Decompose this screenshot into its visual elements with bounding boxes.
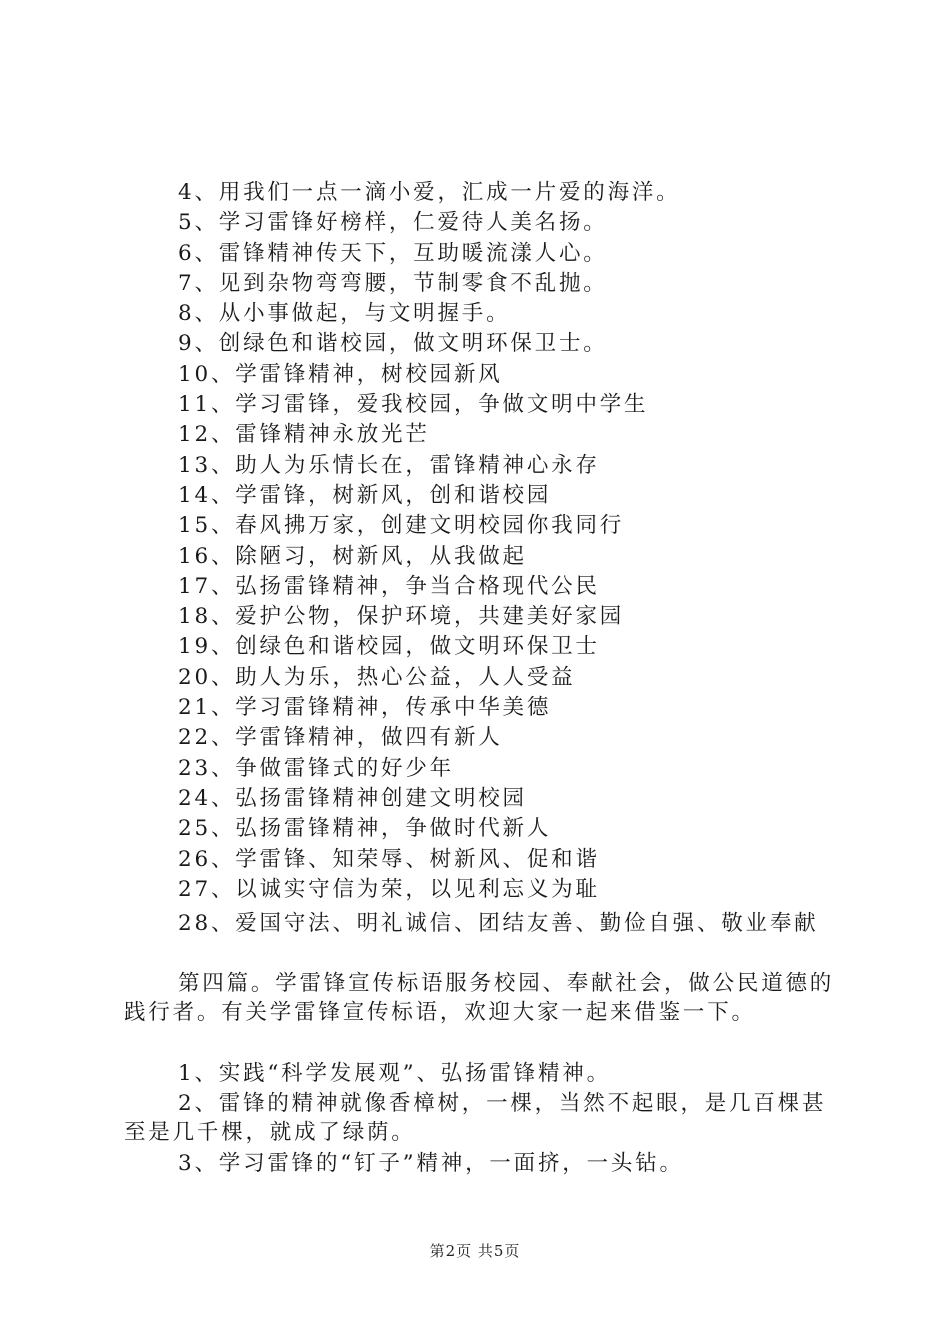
list-item: 17、弘扬雷锋精神，争当合格现代公民 (178, 573, 600, 599)
list-item: 15、春风拂万家，创建文明校园你我同行 (178, 513, 625, 539)
list-item: 16、除陋习，树新风，从我做起 (178, 543, 527, 569)
list-item: 24、弘扬雷锋精神创建文明校园 (178, 785, 527, 811)
chapter-item: 1、实践“科学发展观”、弘扬雷锋精神。 (178, 1061, 611, 1086)
list-item: 27、以诚实守信为荣，以见利忘义为耻 (178, 876, 600, 902)
list-item: 21、学习雷锋精神，传承中华美德 (178, 695, 552, 721)
list-item: 6、雷锋精神传天下，互助暖流漾人心。 (178, 240, 608, 266)
list-item: 19、创绿色和谐校园，做文明环保卫士 (178, 634, 600, 660)
list-item: 22、学雷锋精神，做四有新人 (178, 725, 503, 751)
list-item: 5、学习雷锋好榜样，仁爱待人美名扬。 (178, 210, 608, 236)
list-item: 23、争做雷锋式的好少年 (178, 755, 454, 781)
list-item: 11、学习雷锋，爱我校园，争做文明中学生 (178, 392, 649, 418)
chapter-item: 2、雷锋的精神就像香樟树，一棵，当然不起眼，是几百棵甚至是几千棵，就成了绿荫。 (124, 1091, 827, 1145)
list-item: 13、助人为乐情长在，雷锋精神心永存 (178, 452, 600, 478)
chapter-intro: 第四篇。学雷锋宣传标语服务校园、奉献社会，做公民道德的践行者。有关学雷锋宣传标语，欢迎大家一起来借鉴一下。 (124, 971, 835, 1025)
slogan-list (178, 178, 680, 905)
chapter-item: 3、学习雷锋的“钉子”精神，一面挤，一头钻。 (178, 1151, 684, 1176)
list-item: 20、助人为乐，热心公益，人人受益 (178, 664, 576, 690)
slogan-28: 28、爱国守法、明礼诚信、团结友善、勤俭自强、敬业奉献 (178, 911, 819, 936)
list-item: 18、爱护公物，保护环境，共建美好家园 (178, 604, 625, 630)
list-item: 14、学雷锋，树新风，创和谐校园 (178, 482, 552, 508)
list-item: 25、弘扬雷锋精神，争做时代新人 (178, 816, 552, 842)
list-item: 12、雷锋精神永放光芒 (178, 422, 430, 448)
list-item: 4、用我们一点一滴小爱，汇成一片爱的海洋。 (178, 180, 681, 205)
list-item: 26、学雷锋、知荣辱、树新风、促和谐 (178, 846, 600, 872)
list-item: 7、见到杂物弯弯腰，节制零食不乱抛。 (178, 270, 608, 296)
list-item: 8、从小事做起，与文明握手。 (178, 301, 511, 327)
list-item: 9、创绿色和谐校园，做文明环保卫士。 (178, 331, 608, 357)
list-item: 10、学雷锋精神，树校园新风 (178, 361, 503, 387)
page-footer: 第2页 共5页 (429, 1242, 521, 1260)
